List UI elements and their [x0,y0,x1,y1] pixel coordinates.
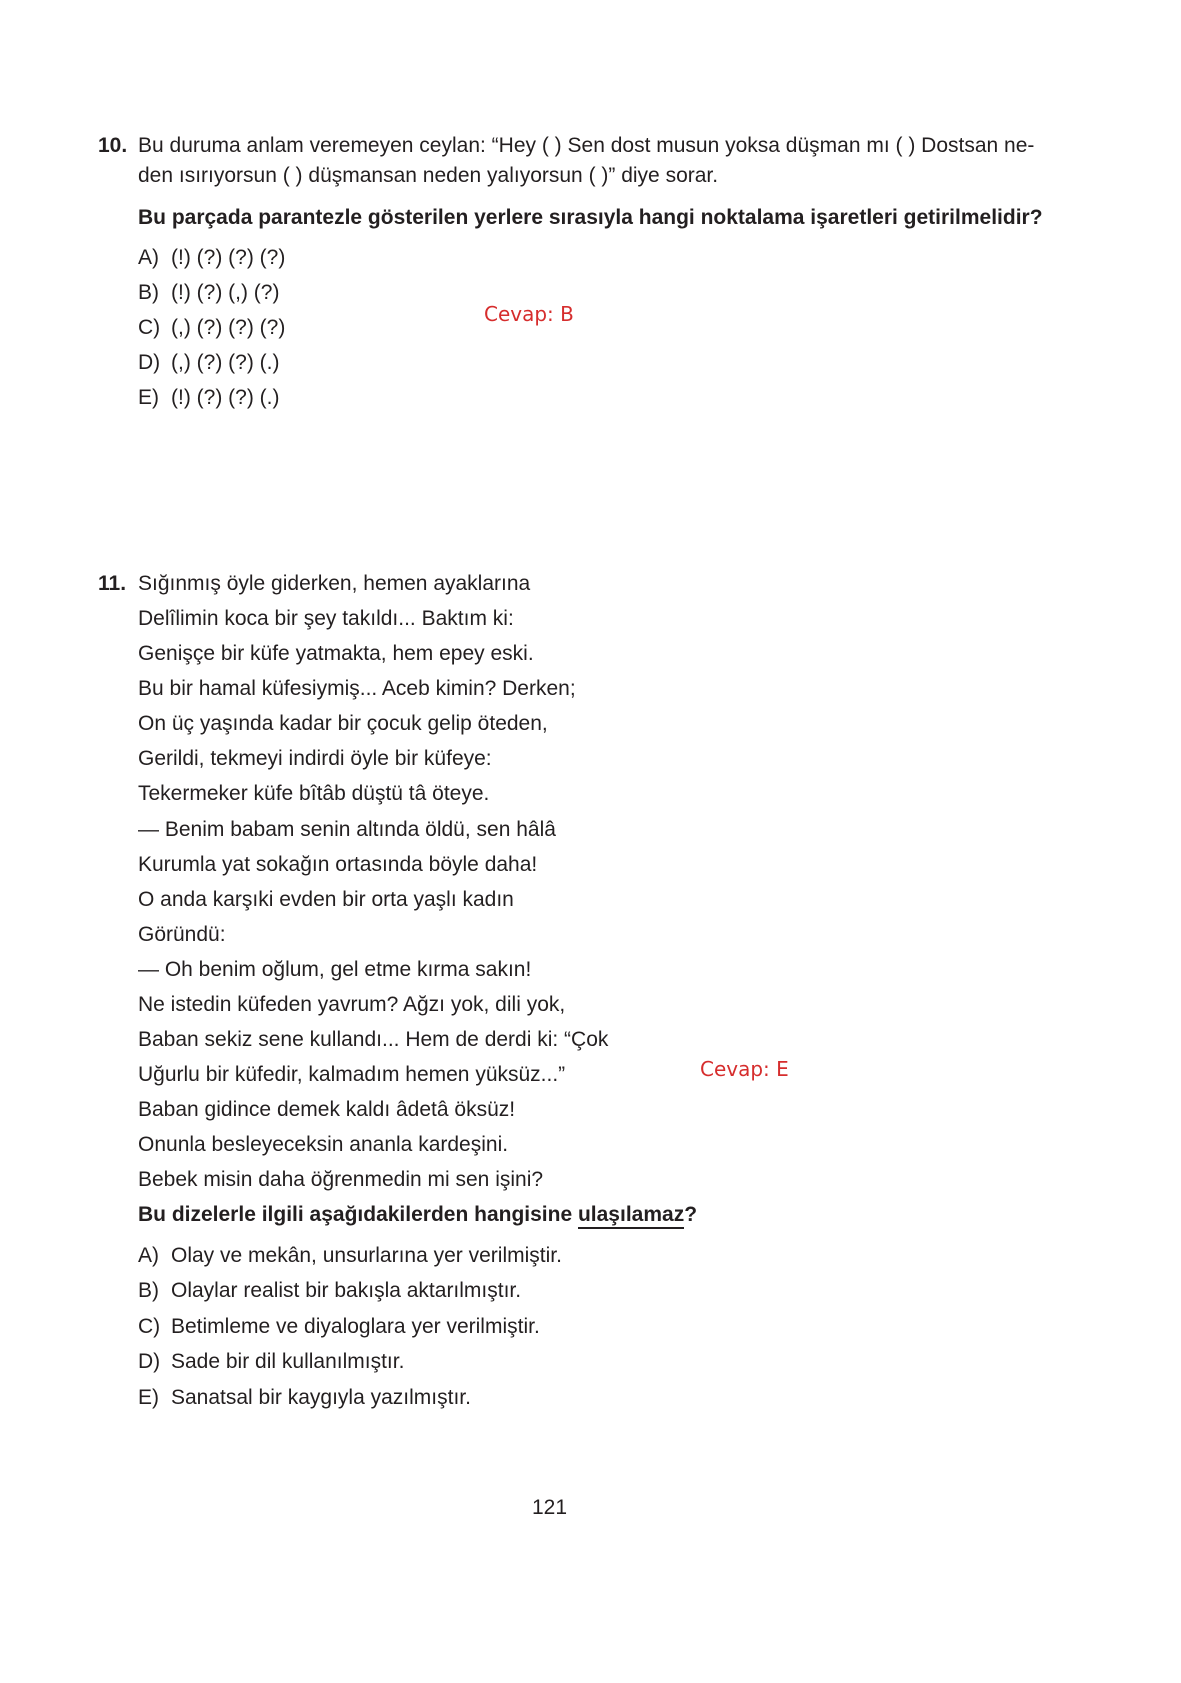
question-10-option-d[interactable] [138,351,279,375]
option-letter: E) [138,386,159,409]
question-11-option-e[interactable] [138,1386,471,1410]
poem-line: O anda karşıki evden bir orta yaşlı kadın [138,888,514,911]
option-letter: D) [138,1350,161,1373]
poem-line: Göründü: [138,923,226,946]
option-letter: E) [138,1386,159,1409]
poem-line: Gerildi, tekmeyi indirdi öyle bir küfeye: [138,747,492,770]
poem-line: Delîlimin koca bir şey takıldı... Baktım ki: [138,607,514,630]
question-10-number: 10. [98,134,128,157]
question-11-answer: Cevap: E [700,1057,789,1081]
question-11-option-c[interactable] [138,1315,540,1339]
poem-line: — Oh benim oğlum, gel etme kırma sakın! [138,958,532,981]
question-10-answer: Cevap: B [484,302,574,326]
question-11-prompt [138,1203,697,1227]
poem-line: Ne istedin küfeden yavrum? Ağzı yok, dili yok, [138,993,566,1016]
poem-line: Bu bir hamal küfesiymiş... Aceb kimin? Derken; [138,677,576,700]
poem-line: Sığınmış öyle giderken, hemen ayaklarına [138,572,531,595]
question-11-option-d[interactable] [138,1350,404,1374]
prompt-underlined-word: ulaşılamaz [578,1203,684,1229]
option-text: (,) (?) (?) (?) [171,316,286,339]
question-10-option-c[interactable] [138,316,285,340]
question-10-prompt: Bu parçada parantezle gösterilen yerlere sırasıyla hangi noktalama işaretleri getirilmelidir? [138,206,1043,229]
prompt-end: ? [684,1203,698,1226]
poem-line: Tekermeker küfe bîtâb düştü tâ öteye. [138,782,490,805]
poem-line: — Benim babam senin altında öldü, sen hâlâ [138,818,556,841]
question-10-option-e[interactable] [138,386,279,410]
option-text: (,) (?) (?) (.) [171,351,280,374]
question-10-option-a[interactable] [138,246,285,270]
poem-line: Baban sekiz sene kullandı... Hem de derdi ki: “Çok [138,1028,609,1051]
poem-line: Kurumla yat sokağın ortasında böyle daha! [138,853,538,876]
poem-line: Bebek misin daha öğrenmedin mi sen işini? [138,1168,544,1191]
question-11-option-a[interactable] [138,1244,562,1268]
prompt-text: Bu dizelerle ilgili aşağıdakilerden hangisine [138,1203,578,1226]
option-text: Sade bir dil kullanılmıştır. [171,1350,405,1373]
poem-line: Baban gidince demek kaldı âdetâ öksüz! [138,1098,516,1121]
option-letter: C) [138,1315,161,1338]
option-text: Sanatsal bir kaygıyla yazılmıştır. [171,1386,471,1409]
question-11-number: 11. [98,572,127,595]
option-text: (!) (?) (,) (?) [171,281,280,304]
option-text: Olaylar realist bir bakışla aktarılmıştır. [171,1279,522,1302]
question-10-option-b[interactable] [138,281,279,305]
option-letter: A) [138,1244,159,1267]
option-letter: A) [138,246,159,269]
option-text: Olay ve mekân, unsurlarına yer verilmiştir. [171,1244,562,1267]
page-number: 121 [532,1496,568,1519]
question-10-stem-line-1: Bu duruma anlam veremeyen ceylan: “Hey ( ) Sen dost musun yoksa düşman mı ( ) Dostsan ne- [138,134,1035,157]
option-text: Betimleme ve diyaloglara yer verilmiştir. [171,1315,540,1338]
poem-line: Genişçe bir küfe yatmakta, hem epey eski. [138,642,534,665]
question-11-option-b[interactable] [138,1279,521,1303]
poem-line: Uğurlu bir küfedir, kalmadım hemen yüksüz...” [138,1063,566,1086]
poem-line: On üç yaşında kadar bir çocuk gelip öteden, [138,712,548,735]
option-letter: B) [138,1279,159,1302]
poem-line: Onunla besleyeceksin ananla kardeşini. [138,1133,509,1156]
option-text: (!) (?) (?) (?) [171,246,286,269]
option-letter: C) [138,316,161,339]
option-text: (!) (?) (?) (.) [171,386,280,409]
question-10-stem-line-2: den ısırıyorsun ( ) düşmansan neden yalıyorsun ( )” diye sorar. [138,164,719,187]
option-letter: B) [138,281,159,304]
option-letter: D) [138,351,161,374]
